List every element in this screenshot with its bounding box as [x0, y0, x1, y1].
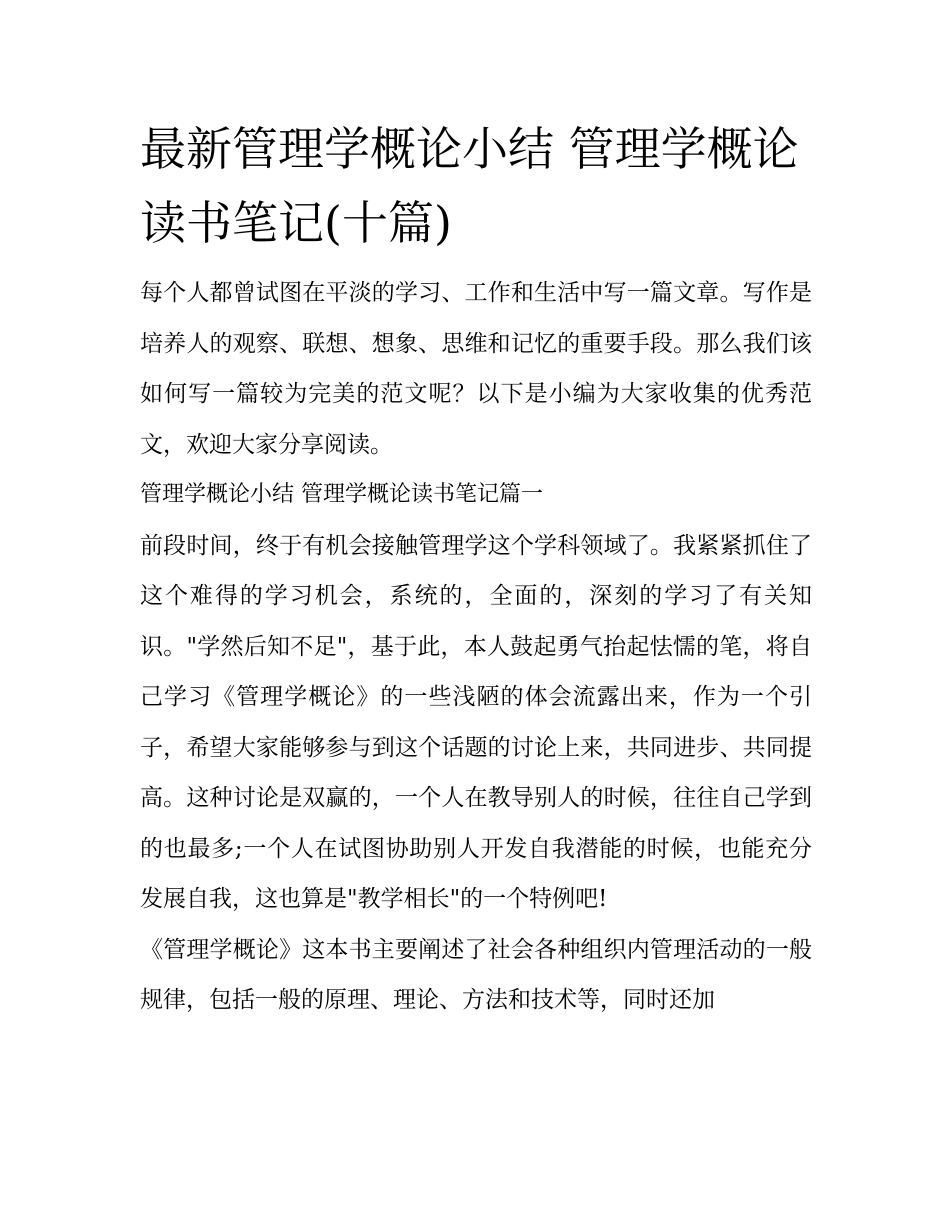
document-title: 最新管理学概论小结 管理学概论读书笔记(十篇): [140, 122, 799, 250]
body-paragraph-2: 《管理学概论》这本书主要阐述了社会各种组织内管理活动的一般规律，包括一般的原理、理论、方法和技术等，同时还加: [140, 936, 812, 1013]
body-paragraph-1: 前段时间，终于有机会接触管理学这个学科领域了。我紧紧抓住了这个难得的学习机会，系统的，全面的，深刻的学习了有关知识。"学然后知不足"，基于此，本人鼓起勇气抬起怯懦的笔，将自己学习《管理学概论》的一些浅陋的体会流露出来，作为一个引子，希望大家能够参与到这个话题的讨论上来，共同进步、共同提高。这种讨论是双赢的，一个人在教导别人的时候，往往自己学到的也最多;一个人在试图协助别人开发自我潜能的时候，也能充分发展自我，这也算是"教学相长"的一个特例吧!: [140, 532, 812, 912]
intro-paragraph: 每个人都曾试图在平淡的学习、工作和生活中写一篇文章。写作是培养人的观察、联想、想象、思维和记忆的重要手段。那么我们该如何写一篇较为完美的范文呢？以下是小编为大家收集的优秀范文，欢迎大家分享阅读。: [140, 280, 812, 458]
section-heading: 管理学概论小结 管理学概论读书笔记篇一: [140, 482, 543, 507]
document-page: [140, 112, 812, 1026]
